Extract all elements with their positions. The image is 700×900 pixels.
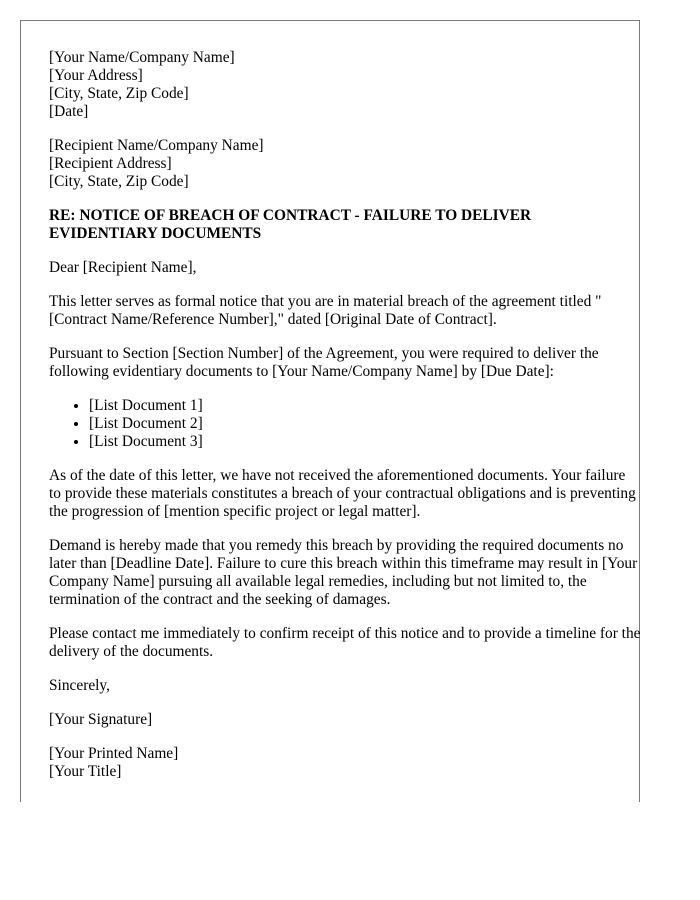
signer-block: [49, 745, 641, 781]
paragraph-demand: Demand is hereby made that you remedy this breach by providing the required documents no later than [Deadline Date]. Failure to cure this breach within this timeframe may result in [Your Company Name] pursuing all available legal remedies, including but not limited to, the termination of the contract and the seeking of damages.: [49, 537, 638, 608]
salutation: Dear [Recipient Name],: [49, 259, 197, 276]
letter-page: [20, 20, 640, 802]
list-item: • [List Document 3]: [89, 433, 641, 451]
recipient-name: [Recipient Name/Company Name]: [49, 137, 264, 154]
recipient-city-state-zip: [City, State, Zip Code]: [49, 173, 189, 190]
paragraph-contact: Please contact me immediately to confirm receipt of this notice and to provide a timeline for the delivery of the documents.: [49, 625, 641, 660]
recipient-address: [Recipient Address]: [49, 155, 172, 172]
paragraph-notice: This letter serves as formal notice that you are in material breach of the agreement titled "[Contract Name/Reference Number]," dated [Original Date of Contract].: [49, 293, 602, 328]
paragraph-breach: As of the date of this letter, we have not received the aforementioned documents. Your failure to provide these materials constitutes a breach of your contractual obligations and is preventing the progression of [mention specific project or legal matter].: [49, 467, 636, 520]
recipient-block: [49, 137, 641, 191]
paragraph-requirement: Pursuant to Section [Section Number] of the Agreement, you were required to deliver the following evidentiary documents to [Your Name/Company Name] by [Due Date]:: [49, 345, 599, 380]
subject-line: RE: NOTICE OF BREACH OF CONTRACT - FAILURE TO DELIVER EVIDENTIARY DOCUMENTS: [49, 207, 532, 242]
signature: [Your Signature]: [49, 711, 153, 728]
sender-name: [Your Name/Company Name]: [49, 49, 235, 66]
closing: Sincerely,: [49, 677, 110, 694]
list-item: • [List Document 1]: [89, 397, 641, 415]
letter-date: [Date]: [49, 103, 89, 120]
printed-name: [Your Printed Name]: [49, 745, 179, 762]
list-item: • [List Document 2]: [89, 415, 641, 433]
sender-block: [49, 49, 641, 121]
sender-city-state-zip: [City, State, Zip Code]: [49, 85, 189, 102]
sender-address: [Your Address]: [49, 67, 143, 84]
letter-body: [49, 49, 641, 781]
documents-list: [49, 397, 641, 451]
signer-title: [Your Title]: [49, 763, 122, 780]
